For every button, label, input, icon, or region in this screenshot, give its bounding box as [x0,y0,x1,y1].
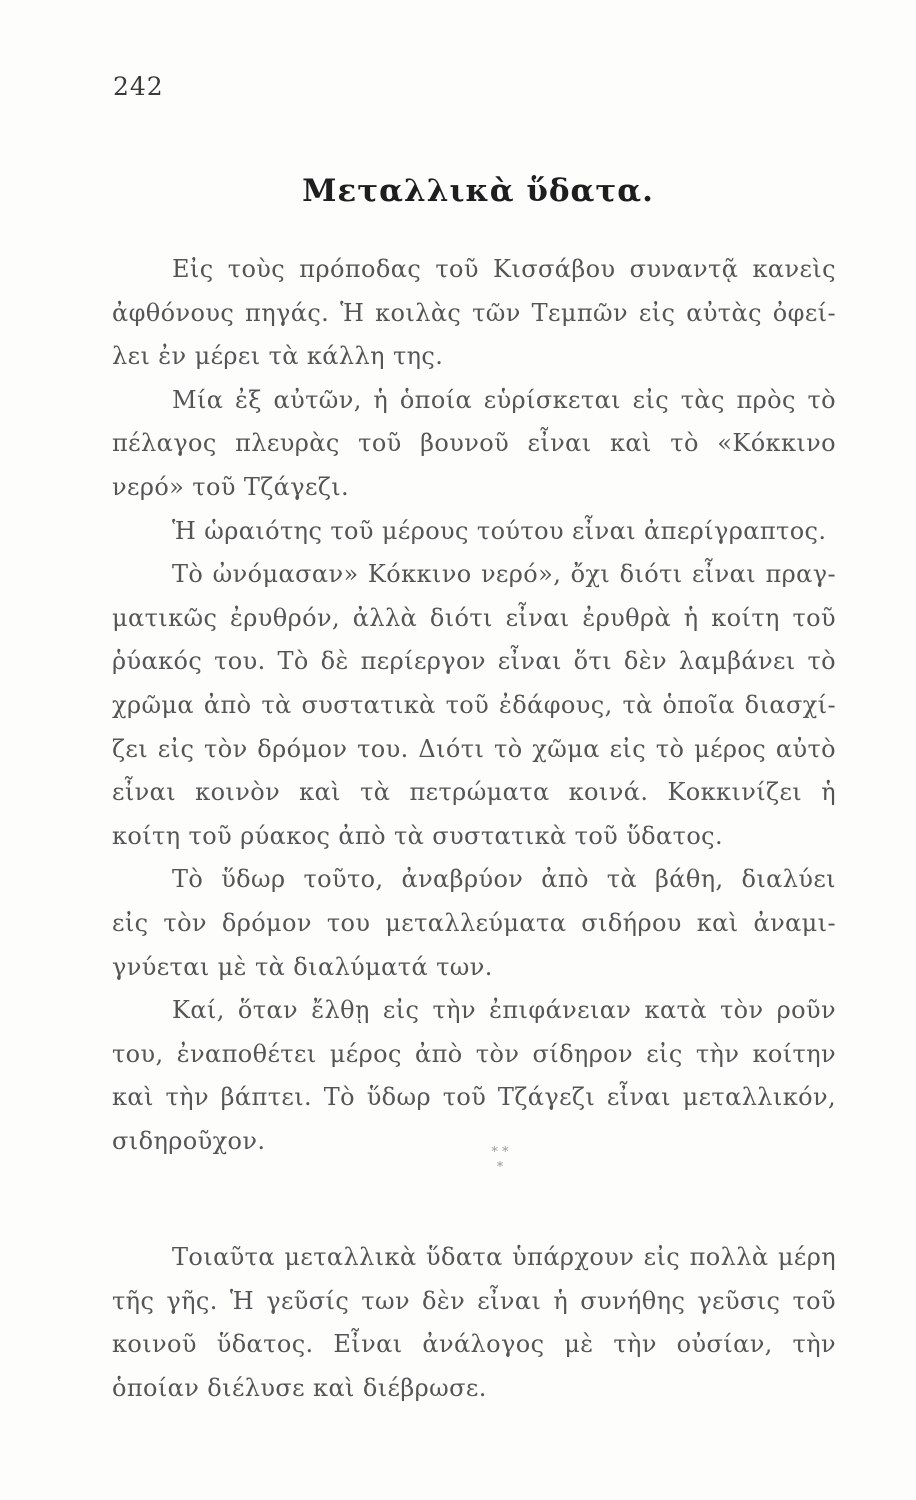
text-line: κοίτη τοῦ ρύακος ἀπὸ τὰ συστατικὰ τοῦ ὕδατος. [112,821,724,850]
text-line: Τὸ ὕδωρ τοῦτο, ἀναβρύον ἀπὸ τὰ βάθη, διαλύει [172,865,836,894]
text-line: Ἡ ὡραιότης τοῦ μέρους τούτου εἶναι ἀπερίγραπτος. [172,516,827,545]
text-line: ἀφθόνους πηγάς. Ἡ κοιλὰς τῶν Τεμπῶν εἰς αὐτὰς ὀφεί- [112,298,836,327]
text-line: πέλαγος πλευρὰς τοῦ βουνοῦ εἶναι καὶ τὸ «Κόκκινο [112,429,836,458]
text-line: ῥύακός του. Τὸ δὲ περίεργον εἶναι ὅτι δὲν λαμβάνει τὸ [112,647,836,676]
text-line: Τὸ ὠνόμασαν» Κόκκινο νερό», ὄχι διότι εἶναι πραγ- [172,560,836,589]
text-line: ὁποίαν διέλυσε καὶ διέβρωσε. [112,1373,487,1402]
text-line: Μία ἐξ αὐτῶν, ἡ ὁποία εὑρίσκεται εἰς τὰς πρὸς τὸ [172,385,836,414]
section-heading: Μεταλλικὰ ὕδατα. [302,173,654,209]
text-line: νερό» τοῦ Τζάγεζι. [112,472,350,501]
text-line: του, ἐναποθέτει μέρος ἀπὸ τὸν σίδηρον εἰς τὴν κοίτην [112,1039,836,1068]
text-line: σιδηροῦχον. [112,1126,266,1155]
text-line: κοινοῦ ὕδατος. Εἶναι ἀνάλογος μὲ τὴν οὐσίαν, τὴν [112,1330,836,1359]
body-text-after [112,1236,836,1410]
text-line: εἰς τὸν δρόμον του μεταλλεύματα σιδήρου καὶ ἀναμι- [112,908,836,937]
text-line: λει ἐν μέρει τὰ κάλλη της. [112,342,444,371]
text-line: ματικῶς ἐρυθρόν, ἀλλὰ διότι εἶναι ἐρυθρὰ ἡ κοίτη τοῦ [112,603,836,632]
text-line: τῆς γῆς. Ἡ γεῦσίς των δὲν εἶναι ἡ συνήθης γεῦσις τοῦ [112,1286,836,1315]
text-line: Καί, ὅταν ἔλθῃ εἰς τὴν ἐπιφάνειαν κατὰ τὸν ροῦν [172,996,836,1025]
text-line: εἶναι κοινὸν καὶ τὰ πετρώματα κοινά. Κοκκινίζει ἡ [112,778,836,807]
text-line: ζει εἰς τὸν δρόμον του. Διότι τὸ χῶμα εἰς τὸ μέρος αὐτὸ [112,734,836,763]
asterism-top: * * [491,1145,509,1160]
asterism-bottom: * [496,1160,504,1175]
text-line: γνύεται μὲ τὰ διαλύματά των. [112,952,493,981]
text-line: καὶ τὴν βάπτει. Τὸ ὕδωρ τοῦ Τζάγεζι εἶναι μεταλλικόν, [112,1083,836,1112]
text-line: Εἰς τοὺς πρόποδας τοῦ Κισσάβου συναντᾷ κανεὶς [172,255,836,283]
text-line: χρῶμα ἀπὸ τὰ συστατικὰ τοῦ ἐδάφους, τὰ ὁποῖα διασχί- [112,690,836,719]
page-number: 242 [113,72,164,101]
asterism-divider [470,1145,530,1175]
body-text-main [112,248,836,1163]
text-line: Τοιαῦτα μεταλλικὰ ὕδατα ὑπάρχουν εἰς πολλὰ μέρη [172,1243,836,1271]
